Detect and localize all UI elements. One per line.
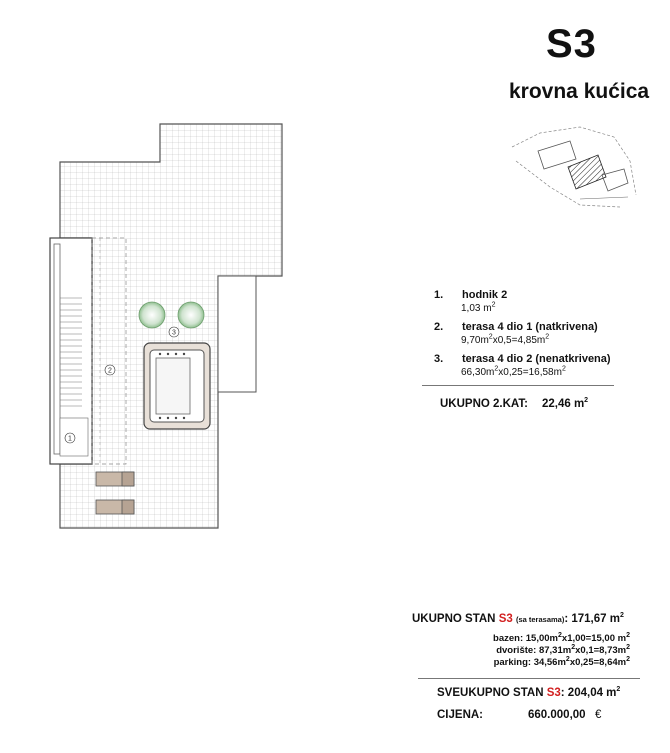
jacuzzi-basin [156,358,190,414]
room-name: hodnik 2 [462,289,508,301]
price-label: CIJENA: [437,709,484,721]
room-name: terasa 4 dio 1 (natkrivena) [462,321,598,333]
apartment-subtitle: krovna kućica [509,80,650,103]
sun-lounger-bottom [96,500,134,514]
price-value: 660.000,00 [528,709,586,721]
room-label-3: 3 [172,329,176,337]
room-area: $66,30m^2x0,25=16,58m^2$ [461,365,566,378]
apartment-total: UKUPNO STAN S3 (sa terasama): 171,67 $m^2$ [412,612,624,625]
parking-area: parking: $34,56m^2x0,25=8,64m^2$ [493,655,630,668]
planter-right [178,302,204,328]
room-item: 1. hodnik 2 1,03 $m^2$ [434,289,508,314]
grand-total: SVEUKUPNO STAN S3: 204,04 $m^2$ [437,686,621,699]
divider [418,678,640,679]
room-item: 2. terasa 4 dio 1 (natkrivena) $9,70m^2x0,5=4,85m^2$ [434,321,598,346]
divider [422,385,614,386]
sun-lounger-top [96,472,134,486]
room-label-1: 1 [68,435,72,443]
room-area: 1,03 $m^2$ [461,301,496,314]
apartment-code: S3 [546,22,597,66]
east-wall [218,276,256,392]
site-location-plan [510,125,638,215]
planter-left [139,302,165,328]
room-name: terasa 4 dio 2 (nenatkrivena) [462,353,611,365]
floor-total: UKUPNO 2.KAT: 22,46 $m^2$ [440,397,589,410]
room-item: 3. terasa 4 dio 2 (nenatkrivena) $66,30m^2x0,25=16,58m^2$ [434,353,611,378]
room-label-2: 2 [108,367,112,375]
currency-symbol: € [595,709,602,721]
pool-area: bazen: $15,00m^2x1,00=15,00$ $m^2$ [493,631,630,644]
room-area: $9,70m^2x0,5=4,85m^2$ [461,333,550,346]
yard-area: dvorište: $87,31m^2x0,1=8,73m^2$ [496,643,630,656]
floor-plan [40,118,290,530]
